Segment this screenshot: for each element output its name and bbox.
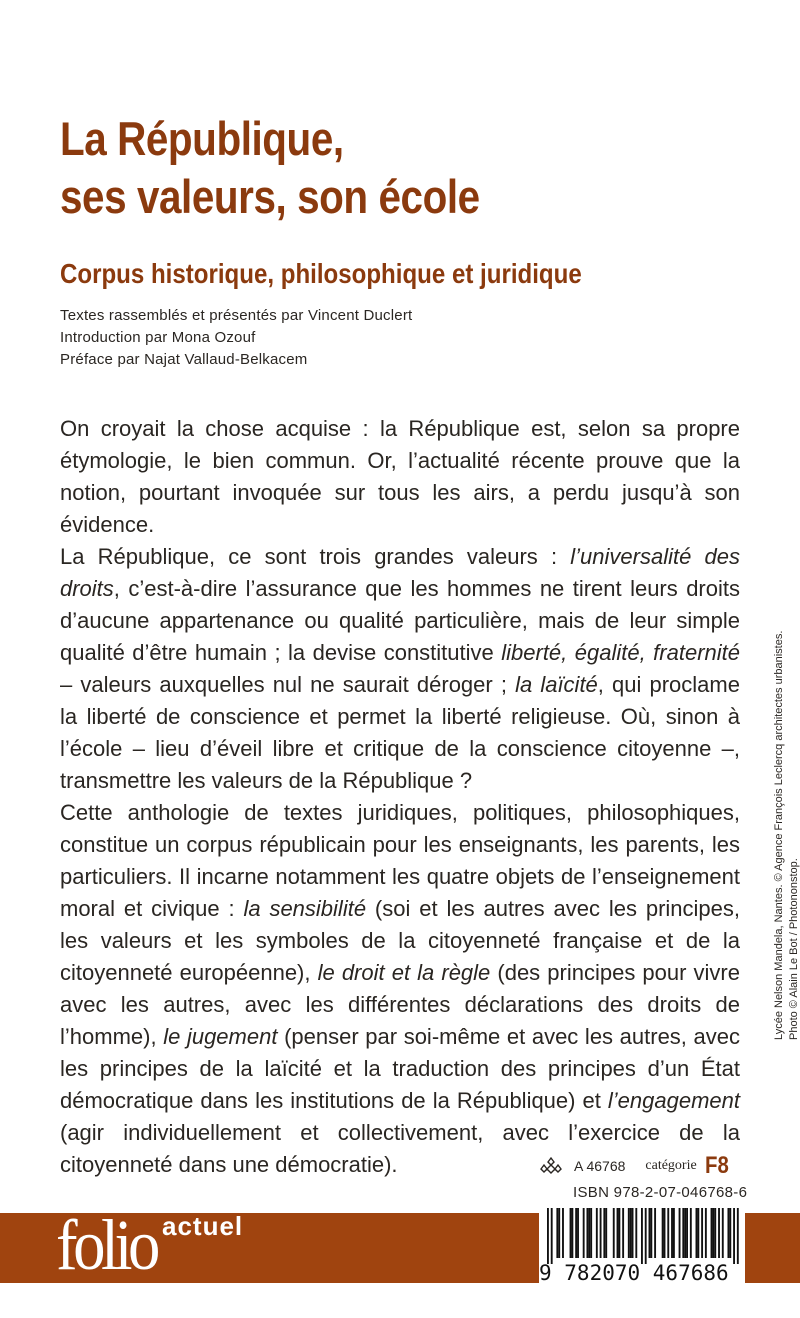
barcode-bar bbox=[600, 1208, 602, 1258]
credit-editor: Textes rassemblés et présentés par Vincent Duclert bbox=[60, 307, 413, 324]
barcode-bar bbox=[737, 1208, 739, 1264]
category-label: catégorie bbox=[645, 1158, 697, 1173]
barcode-bar bbox=[671, 1208, 673, 1258]
text-run: , c’est-à-dire l’assurance que les hommes ne tirent leurs droits d’aucune appartenance ou qualité particulière, mais de leur simple qualité d’être humain ; la devise constitutive bbox=[60, 576, 740, 665]
barcode-bar bbox=[558, 1208, 560, 1258]
barcode-bar bbox=[635, 1208, 637, 1258]
barcode-bar bbox=[684, 1208, 686, 1258]
gallimard-mark-icon bbox=[540, 1156, 562, 1176]
barcode-bars bbox=[539, 1206, 745, 1264]
barcode-bar bbox=[577, 1208, 579, 1258]
text-run: (penser par soi-même et avec les autres, avec les principes de la laïcité et la traduction des principes d’un État démocratique dans les institutions de la République) et bbox=[60, 1024, 741, 1113]
barcode-bar bbox=[649, 1208, 651, 1258]
title-line-2: ses valeurs, son école bbox=[60, 170, 480, 223]
barcode-bar bbox=[696, 1208, 698, 1258]
barcode-bar bbox=[733, 1208, 735, 1264]
photo-credit-line-2: Photo © Alain Le Bot / Photononstop. bbox=[788, 858, 800, 1040]
credit-preface: Préface par Najat Vallaud-Belkacem bbox=[60, 351, 308, 368]
barcode-bar bbox=[628, 1208, 630, 1258]
barcode-bar bbox=[641, 1208, 643, 1264]
title-line-1: La République, bbox=[60, 112, 344, 165]
book-title bbox=[60, 110, 480, 226]
barcode-bar bbox=[712, 1208, 714, 1258]
barcode-bar bbox=[570, 1208, 572, 1258]
barcode-bar bbox=[714, 1208, 716, 1258]
barcode-bar bbox=[590, 1208, 592, 1258]
text-run: (soi et les autres avec les principes, les valeurs et les symboles de la citoyenneté française et de la citoyenneté européenne), bbox=[60, 896, 740, 985]
emphasis-engagement: l’engagement bbox=[607, 1088, 740, 1113]
barcode-bar bbox=[605, 1208, 607, 1258]
book-subtitle: Corpus historique, philosophique et juridique bbox=[60, 258, 582, 289]
barcode-bar bbox=[586, 1208, 588, 1258]
barcode-bar bbox=[632, 1208, 634, 1258]
photo-credit bbox=[772, 570, 800, 1040]
text-run: , qui proclame la liberté de conscience et permet la liberté religieuse. Où, sinon à l’école – lieu d’éveil libre et critique de la conscience citoyenne –, transmettre les valeurs de la République ? bbox=[60, 672, 740, 793]
text-run: – valeurs auxquelles nul ne saurait déroger ; bbox=[60, 672, 516, 697]
text-run: Cette anthologie de textes juridiques, politiques, philosophiques, constitue un corpus républicain pour les enseignants, les parents, les particuliers. Il incarne notamment les quatre objets de l’enseignement moral et civique : bbox=[60, 800, 740, 921]
emphasis-jugement: le jugement bbox=[163, 1024, 278, 1049]
emphasis-devise: liberté, égalité, fraternité bbox=[501, 640, 740, 665]
barcode-bar bbox=[603, 1208, 605, 1258]
barcode-bar bbox=[729, 1208, 731, 1258]
barcode-bar bbox=[588, 1208, 590, 1258]
barcode-bar bbox=[662, 1208, 664, 1258]
barcode-bar bbox=[718, 1208, 720, 1258]
barcode-bar bbox=[682, 1208, 684, 1258]
emphasis-laicite: la laïcité bbox=[515, 672, 598, 697]
barcode-bar bbox=[551, 1208, 553, 1264]
barcode-bar bbox=[622, 1208, 624, 1258]
blurb-paragraph-2 bbox=[60, 541, 740, 797]
emphasis-droit-regle: le droit et la règle bbox=[317, 960, 491, 985]
barcode-bar bbox=[727, 1208, 729, 1258]
barcode-bar bbox=[697, 1208, 699, 1258]
barcode-bar bbox=[547, 1208, 549, 1264]
emphasis-universalite: l’universalité des droits bbox=[60, 544, 740, 601]
barcode-bar bbox=[562, 1208, 564, 1258]
credit-introduction: Introduction par Mona Ozouf bbox=[60, 329, 256, 346]
barcode-bar bbox=[650, 1208, 652, 1258]
barcode-bar bbox=[679, 1208, 681, 1258]
barcode-bar bbox=[711, 1208, 713, 1258]
barcode-digits: 9 782070 467686 bbox=[539, 1261, 729, 1285]
blurb-paragraph-1: On croyait la chose acquise : la République est, selon sa propre étymologie, le bien commun. Or, l’actualité récente prouve que la notion, pourtant invoquée sur tous les airs, a perdu jusqu’à son évidence. bbox=[60, 416, 740, 537]
barcode-bar bbox=[673, 1208, 675, 1258]
category-value: F8 bbox=[704, 1152, 729, 1179]
blurb-paragraph-3 bbox=[60, 797, 740, 1181]
barcode-bar bbox=[617, 1208, 619, 1258]
barcode-bar bbox=[664, 1208, 666, 1258]
barcode-bar bbox=[583, 1208, 585, 1258]
barcode-bar bbox=[722, 1208, 724, 1258]
photo-credit-line-1: Lycée Nelson Mandela, Nantes. © Agence François Leclercq architectes urbanistes. bbox=[773, 630, 785, 1040]
barcode-bar bbox=[571, 1208, 573, 1258]
credits-block bbox=[60, 305, 412, 371]
barcode-bar bbox=[618, 1208, 620, 1258]
barcode-bar bbox=[654, 1208, 656, 1258]
barcode-bar bbox=[630, 1208, 632, 1258]
text-run: La République, ce sont trois grandes valeurs : bbox=[60, 544, 571, 569]
actuel-label: actuel bbox=[162, 1211, 244, 1241]
barcode-bar bbox=[556, 1208, 558, 1258]
blurb-text bbox=[60, 413, 740, 1181]
barcode-bar bbox=[613, 1208, 615, 1258]
text-run: (des principes pour vivre avec les autres, avec les différentes déclarations des droits de l’homme), bbox=[60, 960, 740, 1049]
emphasis-sensibilite: la sensibilité bbox=[243, 896, 367, 921]
barcode-bar bbox=[575, 1208, 577, 1258]
catalog-line bbox=[540, 1153, 733, 1179]
barcode-bar bbox=[686, 1208, 688, 1258]
barcode-bar bbox=[701, 1208, 703, 1258]
barcode-bar bbox=[667, 1208, 669, 1258]
isbn: ISBN 978-2-07-046768-6 bbox=[573, 1184, 748, 1201]
folio-logo: folio bbox=[56, 1205, 156, 1285]
barcode bbox=[539, 1206, 745, 1286]
barcode-bar bbox=[645, 1208, 647, 1264]
barcode-bar bbox=[705, 1208, 707, 1258]
catalog-code: A 46768 bbox=[574, 1158, 626, 1174]
barcode-bar bbox=[596, 1208, 598, 1258]
barcode-bar bbox=[690, 1208, 692, 1258]
text-run: (agir individuellement et collectivement, avec l’exercice de la citoyenneté dans une démocratie). bbox=[60, 1120, 740, 1177]
